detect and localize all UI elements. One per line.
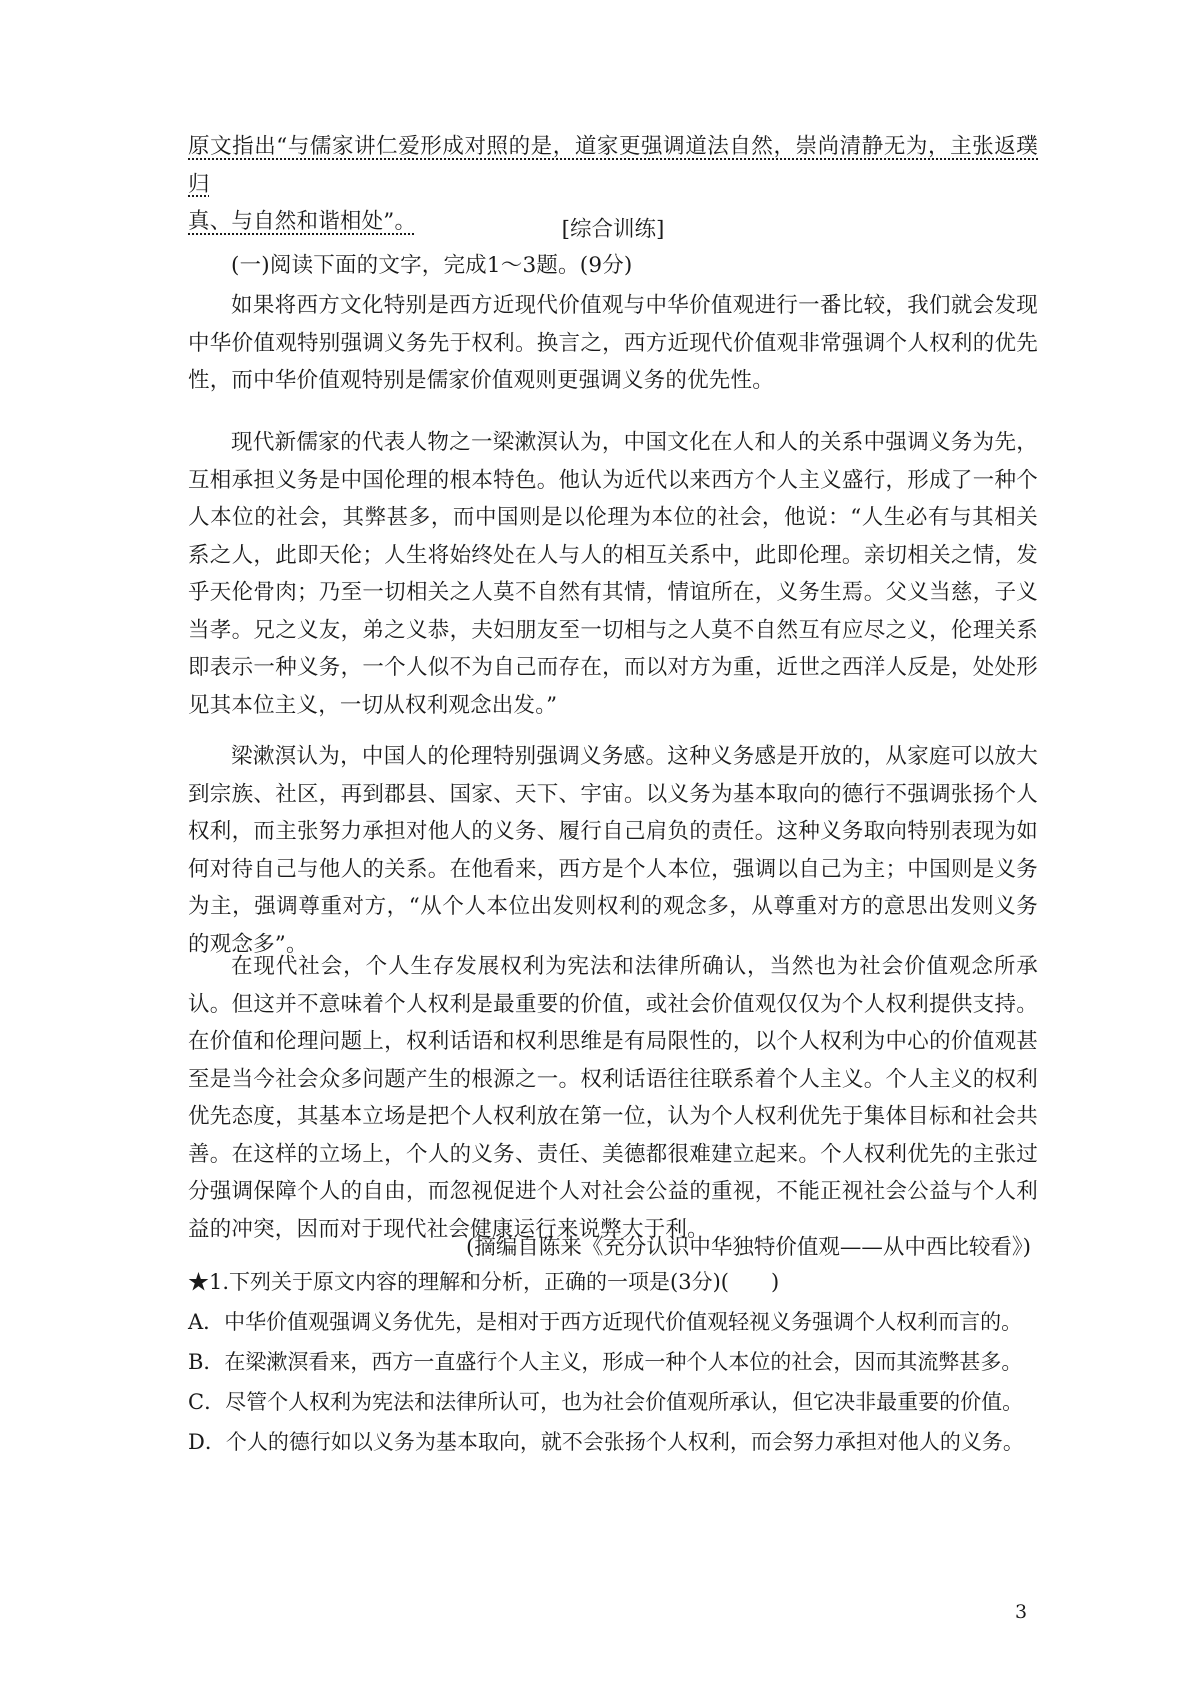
paragraph-3: 梁漱溟认为，中国人的伦理特别强调义务感。这种义务感是开放的，从家庭可以放大到宗族、社区，再到郡县、国家、天下、宇宙。以义务为基本取向的德行不强调张扬个人权利，而主张努力承担对他人的义务、履行自己肩负的责任。这种义务取向特别表现为如何对待自己与他人的关系。在他看来，西方是个人本位，强调以自己为主；中国则是义务为主，强调尊重对方，“从个人本位出发则权利的观念多，从尊重对方的意思出发则义务的观念多”。 bbox=[188, 744, 1038, 957]
page-number: 3 bbox=[1015, 1601, 1028, 1623]
option-b: B．在梁漱溟看来，西方一直盛行个人主义，形成一种个人本位的社会，因而其流弊甚多。 bbox=[188, 1350, 1023, 1374]
source-citation: (摘编自陈来《充分认识中华独特价值观——从中西比较看》) bbox=[465, 1235, 1031, 1260]
intro-line: 真、与自然和谐相处”。 bbox=[188, 209, 417, 234]
section-title: [综合训练] bbox=[561, 217, 665, 242]
paragraph-4: 在现代社会，个人生存发展权利为宪法和法律所确认，当然也为社会价值观念所承认。但这并不意味着个人权利是最重要的价值，或社会价值观仅仅为个人权利提供支持。在价值和伦理问题上，权利话语和权利思维是有局限性的，以个人权利为中心的价值观甚至是当今社会众多问题产生的根源之一。权利话语往往联系着个人主义。个人主义的权利优先态度，其基本立场是把个人权利放在第一位，认为个人权利优先于集体目标和社会共善。在这样的立场上，个人的义务、责任、美德都很难建立起来。个人权利优先的主张过分强调保障个人的自由，而忽视促进个人对社会公益的重视，不能正视社会公益与个人利益的冲突，因而对于现代社会健康运行来说弊大于利。 bbox=[188, 954, 1038, 1242]
instruction: (一)阅读下面的文字，完成1～3题。(9分) bbox=[231, 253, 633, 278]
option-d: D．个人的德行如以义务为基本取向，就不会张扬个人权利，而会努力承担对他人的义务。 bbox=[188, 1430, 1024, 1454]
question-1: ★1.下列关于原文内容的理解和分析，正确的一项是(3分)( ) bbox=[188, 1270, 780, 1294]
paragraph-2: 现代新儒家的代表人物之一梁漱溟认为，中国文化在人和人的关系中强调义务为先，互相承担义务是中国伦理的根本特色。他认为近代以来西方个人主义盛行，形成了一种个人本位的社会，其弊甚多，而中国则是以伦理为本位的社会，他说：“人生必有与其相关系之人，此即天伦；人生将始终处在人与人的相互关系中，此即伦理。亲切相关之情，发乎天伦骨肉；乃至一切相关之人莫不自然有其情，情谊所在，义务生焉。父义当慈，子义当孝。兄之义友，弟之义恭，夫妇朋友至一切相与之人莫不自然互有应尽之义，伦理关系即表示一种义务，一个人似不为自己而存在，而以对方为重，近世之西洋人反是，处处形见其本位主义，一切从权利观念出发。” bbox=[188, 430, 1038, 718]
intro-line: 原文指出“与儒家讲仁爱形成对照的是，道家更强调道法自然，崇尚清静无为，主张返璞归 bbox=[188, 134, 1038, 197]
option-a: A．中华价值观强调义务优先，是相对于西方近现代价值观轻视义务强调个人权利而言的。 bbox=[188, 1310, 1023, 1334]
option-c: C．尽管个人权利为宪法和法律所认可，也为社会价值观所承认，但它决非最重要的价值。 bbox=[188, 1390, 1024, 1414]
paragraph-1: 如果将西方文化特别是西方近现代价值观与中华价值观进行一番比较，我们就会发现中华价值观特别强调义务先于权利。换言之，西方近现代价值观非常强调个人权利的优先性，而中华价值观特别是儒家价值观则更强调义务的优先性。 bbox=[188, 293, 1038, 393]
